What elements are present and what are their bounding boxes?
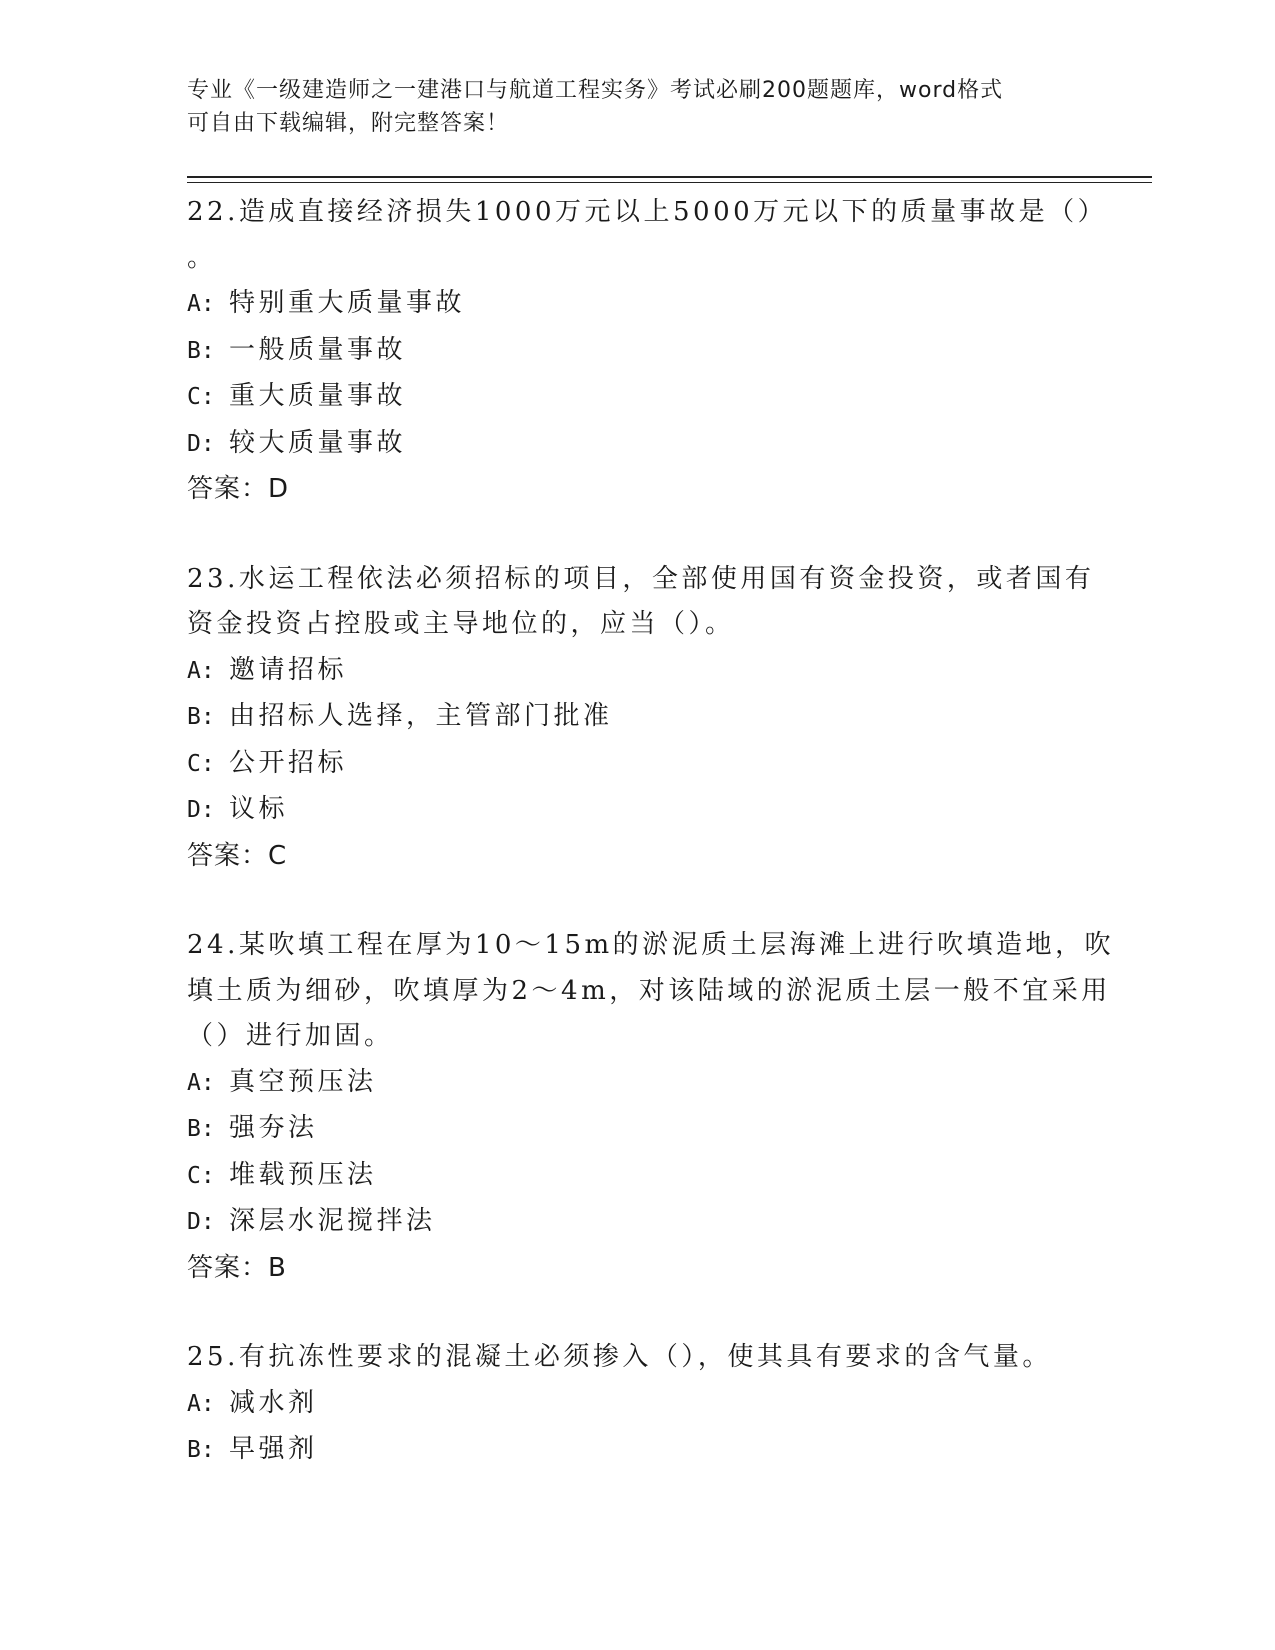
question-stem-line: 。: [187, 242, 217, 273]
option-letter: B:: [187, 1116, 215, 1142]
option-letter: A:: [187, 657, 215, 684]
option-row: [187, 328, 1087, 375]
option-text: 堆载预压法: [229, 1159, 377, 1190]
question-list: [187, 190, 1115, 1518]
question-stem-line: （）进行加固。: [187, 1021, 394, 1051]
question-stem-line: 23.水运工程依法必须招标的项目，全部使用国有资金投资，或者国有: [187, 563, 1095, 594]
option-text: 强夯法: [229, 1113, 318, 1143]
option-letter: D:: [187, 1209, 215, 1235]
option-row: [187, 1199, 1087, 1246]
option-text: 较大质量事故: [229, 427, 407, 458]
question-stem-line: 25.有抗冻性要求的混凝土必须掺入（），使其具有要求的含气量。: [187, 1342, 1052, 1372]
option-row: [187, 648, 1087, 695]
option-text: 深层水泥搅拌法: [229, 1206, 436, 1236]
question-stem-line: 填土质为细砂，吹填厚为2～4m，对该陆域的淤泥质土层一般不宜采用: [187, 975, 1111, 1006]
option-text: 真空预压法: [229, 1066, 377, 1097]
option-text: 公开招标: [229, 747, 348, 778]
question-block: [187, 923, 1115, 1291]
option-letter: A:: [187, 1069, 215, 1096]
option-row: [187, 694, 1087, 741]
header-divider-thin: [187, 182, 1152, 183]
option-letter: C:: [187, 1162, 215, 1189]
option-letter: C:: [187, 750, 215, 777]
option-text: 邀请招标: [229, 654, 348, 685]
question-stem-line: 22.造成直接经济损失1000万元以上5000万元以下的质量事故是（）: [187, 197, 1108, 227]
header-divider-thick: [187, 176, 1152, 178]
option-letter: B:: [187, 1437, 215, 1463]
option-letter: A:: [187, 1390, 215, 1417]
option-row: [187, 787, 1087, 834]
option-row: [187, 741, 1087, 788]
option-row: [187, 1381, 1087, 1428]
option-text: 一般质量事故: [229, 334, 407, 365]
option-text: 议标: [229, 794, 289, 824]
header-title-line-2: 可自由下载编辑，附完整答案！: [187, 111, 510, 136]
option-row: [187, 374, 1087, 421]
option-letter: C:: [187, 384, 215, 410]
option-row: [187, 1060, 1087, 1107]
option-text: 早强剂: [229, 1434, 318, 1464]
answer-line: 答案：D: [187, 474, 290, 504]
question-stem-line: 资金投资占控股或主导地位的，应当（）。: [187, 609, 735, 639]
document-header: [187, 74, 1087, 140]
option-text: 由招标人选择，主管部门批准: [229, 701, 613, 731]
option-letter: A:: [187, 291, 215, 317]
option-row: [187, 1153, 1087, 1200]
option-row: [187, 1106, 1087, 1153]
question-block: [187, 190, 1108, 513]
header-title-line-1: 专业《一级建造师之一建港口与航道工程实务》考试必刷200题题库，word格式: [187, 78, 1004, 103]
option-row: [187, 281, 1087, 328]
answer-line: 答案：C: [187, 840, 288, 871]
option-letter: B:: [187, 337, 215, 364]
option-row: [187, 421, 1087, 468]
option-letter: B:: [187, 704, 215, 730]
option-text: 减水剂: [229, 1387, 318, 1418]
option-letter: D:: [187, 797, 215, 823]
question-block: [187, 557, 1095, 880]
option-text: 重大质量事故: [229, 381, 407, 411]
option-text: 特别重大质量事故: [229, 288, 466, 318]
question-stem-line: 24.某吹填工程在厚为10～15m的淤泥质土层海滩上进行吹填造地，吹: [187, 930, 1115, 960]
option-row: [187, 1427, 1087, 1474]
option-letter: D:: [187, 430, 215, 457]
question-block: [187, 1335, 1087, 1474]
answer-line: 答案：B: [187, 1252, 287, 1283]
